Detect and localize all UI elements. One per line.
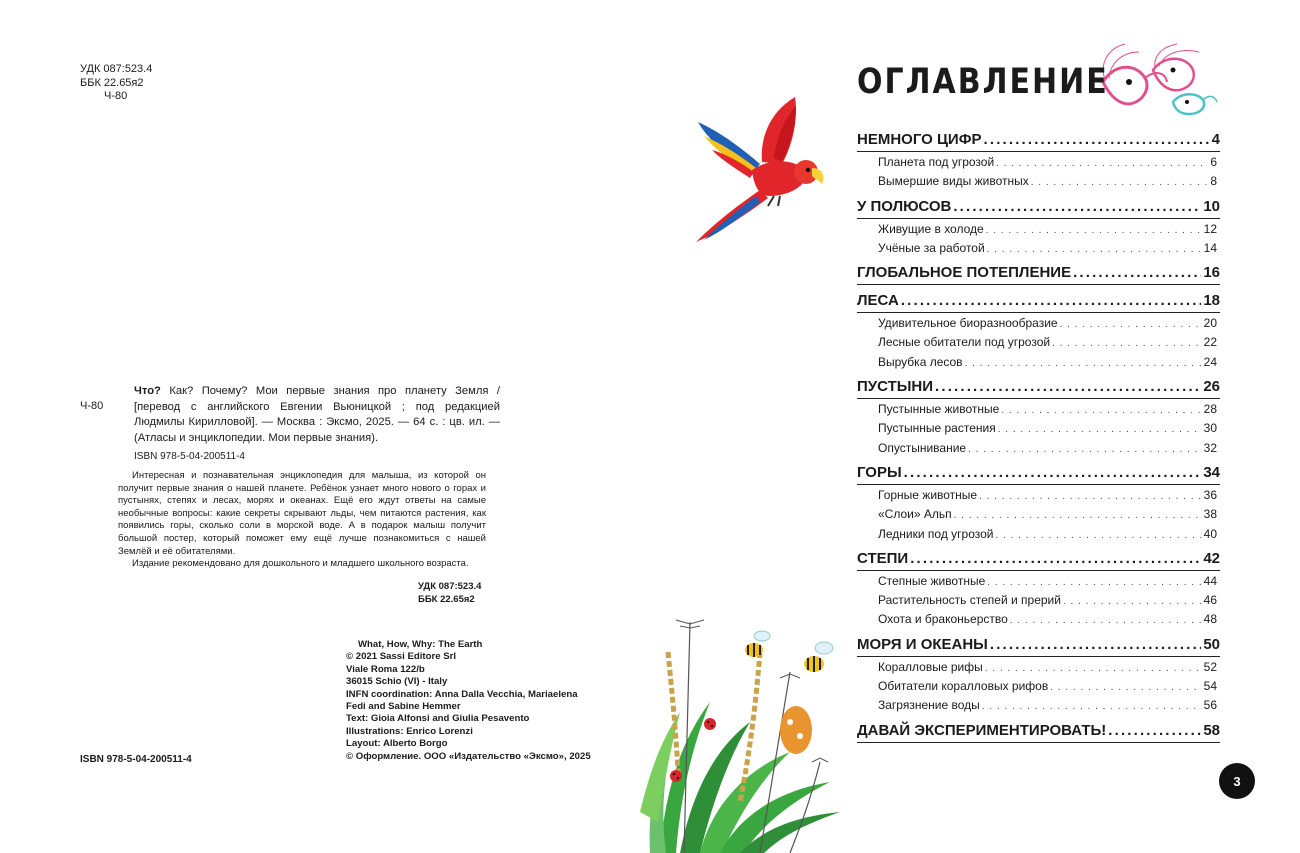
toc-leader-dots [979,487,1202,506]
annotation-paragraph: Издание рекомендовано для дошкольного и младшего школьного возраста. [132,558,469,570]
toc-subsection-list [857,485,1220,547]
toc-section[interactable] [857,461,1220,485]
bbk-code: ББК 22.65я2 [80,76,144,89]
toc-leader-dots [1031,173,1209,192]
toc-subsection-title: Ледники под угрозой [878,526,994,541]
toc-subsection-page: 14 [1203,240,1217,255]
toc-subsection-title: Опустынивание [878,440,967,455]
toc-subsection[interactable] [878,353,1217,372]
toc-section-page: 58 [1203,721,1220,739]
toc-subsection-list [857,152,1220,195]
toc-subsection-title: Пустынные растения [878,421,996,436]
toc-subsection[interactable] [878,610,1217,629]
toc-section-page: 16 [1203,264,1220,282]
toc-subsection-page: 48 [1203,612,1217,627]
toc-subsection-list [857,743,1220,747]
toc-subsection[interactable] [878,419,1217,438]
toc-leader-dots [954,506,1202,525]
toc-section[interactable] [857,128,1220,152]
imprint-line: © 2021 Sassi Editore Srl [346,651,456,663]
toc-subsection[interactable] [878,696,1217,715]
toc-subsection-list [857,657,1220,719]
annotation-paragraph: Интересная и познавательная энциклопедия для малыша, из которой он получит первые знания о нашей планете. Ребёнок узнает много нового о горах и пустынях, степях и лесах, морях и океанах. Ещё его ждут ответы на самые необычные вопросы: какие секреты скрывают льды, чем питаются растения, как появились горы, сколько соли в морской воде. А в подарок малыш получит большой постер, который поможет ему ещё лучше познакомиться с нашей Землёй и её обитателями. [118,470,486,557]
toc-subsection-page: 36 [1203,487,1217,502]
toc-subsection-title: Планета под угрозой [878,155,995,169]
toc-section-title: ПУСТЫНИ [857,378,934,396]
toc-leader-dots [996,154,1208,173]
toc-subsection-page: 46 [1203,593,1217,608]
toc-subsection[interactable] [878,333,1217,352]
toc-subsection-page: 30 [1203,421,1217,436]
toc-section[interactable] [857,547,1220,571]
toc-subsection-page: 40 [1203,526,1217,541]
toc-leader-dots [968,440,1202,459]
author-sign-label: Ч-80 [80,400,104,412]
toc-leader-dots [910,547,1201,570]
toc-section-page: 26 [1203,378,1220,396]
toc-subsection[interactable] [878,658,1217,677]
toc-leader-dots [901,289,1201,312]
toc-subsection-page: 12 [1203,221,1217,236]
imprint-line: Viale Roma 122/b [346,663,425,675]
toc-subsection-page: 24 [1203,354,1217,369]
toc-leader-dots [995,526,1201,545]
toc-subsection[interactable] [878,239,1217,258]
toc-section-page: 34 [1203,463,1220,481]
toc-leader-dots [935,375,1201,398]
toc-subsection[interactable] [878,314,1217,333]
annotation [118,470,486,571]
imprint-block [346,639,591,763]
toc-subsection-title: Вырубка лесов [878,354,963,369]
imprint-line: Illustrations: Enrico Lorenzi [346,725,473,737]
toc-leader-dots [986,221,1202,240]
toc-subsection-page: 20 [1203,316,1217,331]
toc-subsection-title: «Слои» Альп [878,507,952,522]
toc-section-title: ЛЕСА [857,292,899,310]
isbn-footer: ISBN 978-5-04-200511-4 [80,754,192,765]
bbk-code: ББК 22.65я2 [418,594,475,605]
toc-leader-dots [998,420,1202,439]
toc-leader-dots [1010,611,1202,630]
toc-subsection[interactable] [878,572,1217,591]
isbn-line: ISBN 978-5-04-200511-4 [134,451,245,462]
imprint-line: Layout: Alberto Borgo [346,738,448,750]
toc-leader-dots [982,697,1202,716]
toc-leader-dots [1063,592,1202,611]
toc-subsection-page: 6 [1210,155,1217,169]
toc-section[interactable] [857,719,1220,743]
toc-subsection[interactable] [878,486,1217,505]
toc-subsection-page: 54 [1203,679,1217,694]
toc-subsection-page: 22 [1203,335,1217,350]
toc-subsection[interactable] [878,220,1217,239]
toc-subsection[interactable] [878,400,1217,419]
toc-leader-dots [1050,678,1201,697]
toc-subsection[interactable] [878,591,1217,610]
toc-subsection-page: 44 [1203,573,1217,588]
imprint-line: Text: Gioia Alfonsi and Giulia Pesavento [346,713,530,725]
imprint-line: Fedi and Sabine Hemmer [346,701,461,713]
toc-subsection-page: 52 [1203,659,1217,674]
page-number-badge: 3 [1219,763,1255,799]
toc-section-page: 10 [1203,197,1220,215]
toc-section[interactable] [857,289,1220,313]
toc-section-title: ГОРЫ [857,463,902,481]
toc-section-title: ДАВАЙ ЭКСПЕРИМЕНТИРОВАТЬ! [857,721,1107,739]
toc-subsection-page: 32 [1203,440,1217,455]
toc-section-page: 18 [1203,292,1220,310]
toc-subsection-title: Растительность степей и прерий [878,593,1061,608]
imprint-line: What, How, Why: The Earth [358,639,483,650]
toc-section-title: НЕМНОГО ЦИФР [857,131,982,148]
grass-insects-illustration [640,612,850,853]
toc-subsection-page: 56 [1203,698,1217,713]
toc-leader-dots [985,659,1202,678]
toc-subsection-title: Пустынные животные [878,402,1000,417]
toc-leader-dots [987,240,1202,259]
toc-subsection-page: 38 [1203,507,1217,522]
toc-subsection-title: Учёные за работой [878,240,985,255]
toc-section-page: 42 [1203,549,1220,567]
toc-section-title: МОРЯ И ОКЕАНЫ [857,635,988,653]
toc-section-title: У ПОЛЮСОВ [857,197,952,215]
toc-subsection-title: Удивительное биоразнообразие [878,316,1058,331]
imprint-line: 36015 Schio (VI) - Italy [346,676,448,688]
shrimp-illustration [1095,42,1220,117]
toc-subsection-list [857,313,1220,375]
toc-leader-dots [1073,261,1201,284]
toc-subsection-title: Живущие в холоде [878,221,984,236]
toc-subsection-page: 28 [1203,402,1217,417]
toc-section-title: СТЕПИ [857,549,909,567]
table-of-contents [857,128,1220,747]
toc-subsection-title: Лесные обитатели под угрозой [878,335,1051,350]
toc-section[interactable] [857,195,1220,219]
toc-leader-dots [965,354,1202,373]
toc-subsection-title: Горные животные [878,487,978,502]
bibliographic-text [134,384,500,446]
bibliographic-title: Что? [134,385,161,397]
toc-subsection-page: 8 [1210,174,1217,189]
toc-subsection[interactable] [878,439,1217,458]
imprint-line: INFN coordination: Anna Dalla Vecchia, Mariaelena [346,688,578,700]
parrot-illustration [690,92,830,247]
toc-leader-dots [953,195,1201,218]
toc-subsection[interactable] [878,525,1217,544]
toc-leader-dots [1060,315,1202,334]
udk-code: УДК 087:523.4 [80,63,153,75]
toc-subsection-list [857,571,1220,633]
toc-subsection[interactable] [878,172,1217,191]
udk-footer [418,580,481,606]
toc-leader-dots [1001,401,1201,420]
toc-subsection-list [857,399,1220,461]
bibliographic-record [80,384,500,446]
toc-subsection-title: Коралловые рифы [878,659,983,674]
toc-subsection[interactable] [878,153,1217,172]
bibliographic-description: Как? Почему? Мои первые знания про планету Земля / [перевод с английского Евгении Вьюницкой ; под редакцией Людмилы Кирилловой]. — Москва : Эксмо, 2025. — 64 с. : цв. ил. — (Атласы и энциклопедии. Мои первые знания). [134,385,500,444]
toc-leader-dots [984,128,1210,151]
toc-leader-dots [987,573,1201,592]
udk-code: УДК 087:523.4 [418,581,482,592]
toc-subsection-title: Обитатели коралловых рифов [878,679,1049,694]
toc-leader-dots [904,461,1202,484]
toc-section-page: 4 [1211,131,1220,148]
toc-subsection[interactable] [878,677,1217,696]
toc-subsection[interactable] [878,505,1217,524]
toc-subsection-title: Загрязнение воды [878,698,980,713]
toc-subsection-title: Вымершие виды животных [878,174,1029,189]
toc-section[interactable] [857,375,1220,399]
toc-subsection-title: Степные животные [878,573,986,588]
toc-section-page: 50 [1203,635,1220,653]
udk-header [80,63,152,104]
author-sign: Ч-80 [104,90,128,102]
toc-section-title: ГЛОБАЛЬНОЕ ПОТЕПЛЕНИЕ [857,264,1072,282]
toc-section[interactable] [857,261,1220,285]
toc-subsection-list [857,219,1220,262]
toc-leader-dots [1108,719,1201,742]
toc-subsection-title: Охота и браконьерство [878,612,1008,627]
toc-leader-dots [1052,334,1202,353]
imprint-line: © Оформление. ООО «Издательство «Эксмо», 2025 [346,750,591,762]
toc-section[interactable] [857,633,1220,657]
toc-leader-dots [990,633,1201,656]
toc-title: ОГЛАВЛЕНИЕ [857,62,1109,103]
